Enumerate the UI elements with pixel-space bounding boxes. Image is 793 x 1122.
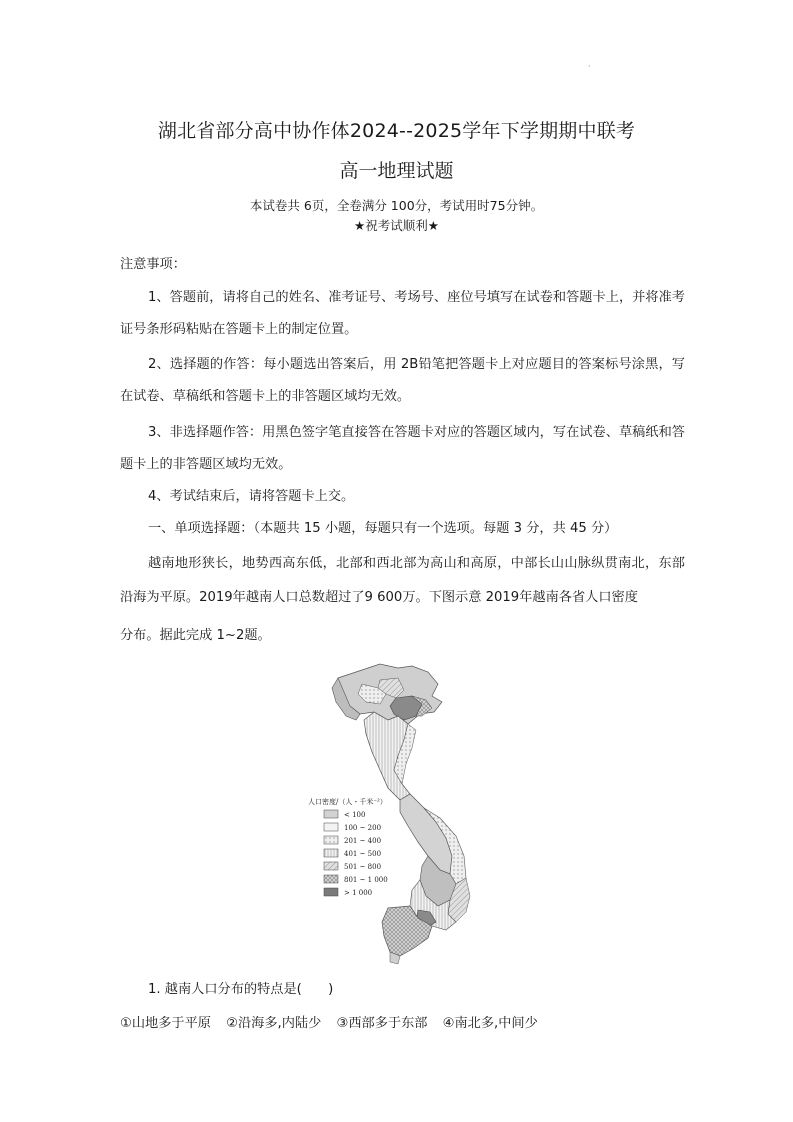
notice-item-3: 3、非选择题作答：用黑色签字笔直接答在答题卡对应的答题区域内，写在试卷、草稿纸和答题卡上的非答题区域均无效。 [120,425,685,472]
legend-label-7: > 1 000 [344,889,373,897]
legend-swatch-4 [324,849,338,857]
notice-item-1: 1、答题前，请将自己的姓名、准考证号、考场号、座位号填写在试卷和答题卡上，并将准考证号条形码粘贴在答题卡上的制定位置。 [120,290,685,337]
option-3: ③西部多于东部 [336,1016,428,1031]
exam-info: 本试卷共 6页，全卷满分 100分，考试用时75分钟。 [249,198,544,213]
exam-blessing: ★祝考试顺利★ [354,218,439,233]
legend-title: 人口密度/（人・千米⁻²） [308,798,387,806]
legend-label-5: 501 ~ 800 [344,863,382,871]
notice-item-2: 2、选择题的作答：每小题选出答案后，用 2B铅笔把答题卡上对应题目的答案标号涂黑，写在试卷、草稿纸和答题卡上的非答题区域均无效。 [120,357,685,404]
exam-subject-title: 高一地理试题 [339,160,454,182]
legend-label-4: 401 ~ 500 [344,850,382,858]
notice-item-4: 4、考试结束后，请将答题卡上交。 [148,489,355,504]
exam-title: 湖北省部分高中协作体2024--2025学年下学期期中联考 [157,120,636,142]
legend-swatch-7 [324,888,338,896]
option-4: ④南北多,中间少 [442,1016,538,1031]
section-heading: 一、单项选择题：（本题共 15 小题，每题只有一个选项。每题 3 分，共 45 分） [148,521,618,536]
question-1-options [120,1008,549,1040]
legend [324,810,388,897]
notice-heading: 注意事项： [120,257,186,272]
legend-swatch-6 [324,875,338,883]
option-2: ②沿海多,内陆少 [226,1016,322,1031]
legend-swatch-3 [324,836,338,844]
legend-swatch-2 [324,823,338,831]
map-figure [300,660,500,970]
option-1: ①山地多于平原 [120,1016,211,1031]
legend-swatch-1 [324,810,338,818]
question-1-stem: 1. 越南人口分布的特点是( ) [148,982,334,997]
passage-text: 越南地形狭长，地势西高东低，北部和西北部为高山和高原，中部长山山脉纵贯南北，东部沿海为平原。2019年越南人口总数超过了9 600万。下图示意 2019年越南各省人口密度 [120,556,685,605]
scan-dot: · [588,62,591,71]
legend-swatch-5 [324,862,338,870]
legend-label-6: 801 ~ 1 000 [344,876,388,884]
legend-label-2: 100 ~ 200 [344,824,382,832]
vietnam-population-density-map [300,660,500,970]
passage-text-end: 分布。据此完成 1~2题。 [120,628,271,643]
legend-label-1: < 100 [344,811,366,819]
legend-label-3: 201 ~ 400 [344,837,382,845]
